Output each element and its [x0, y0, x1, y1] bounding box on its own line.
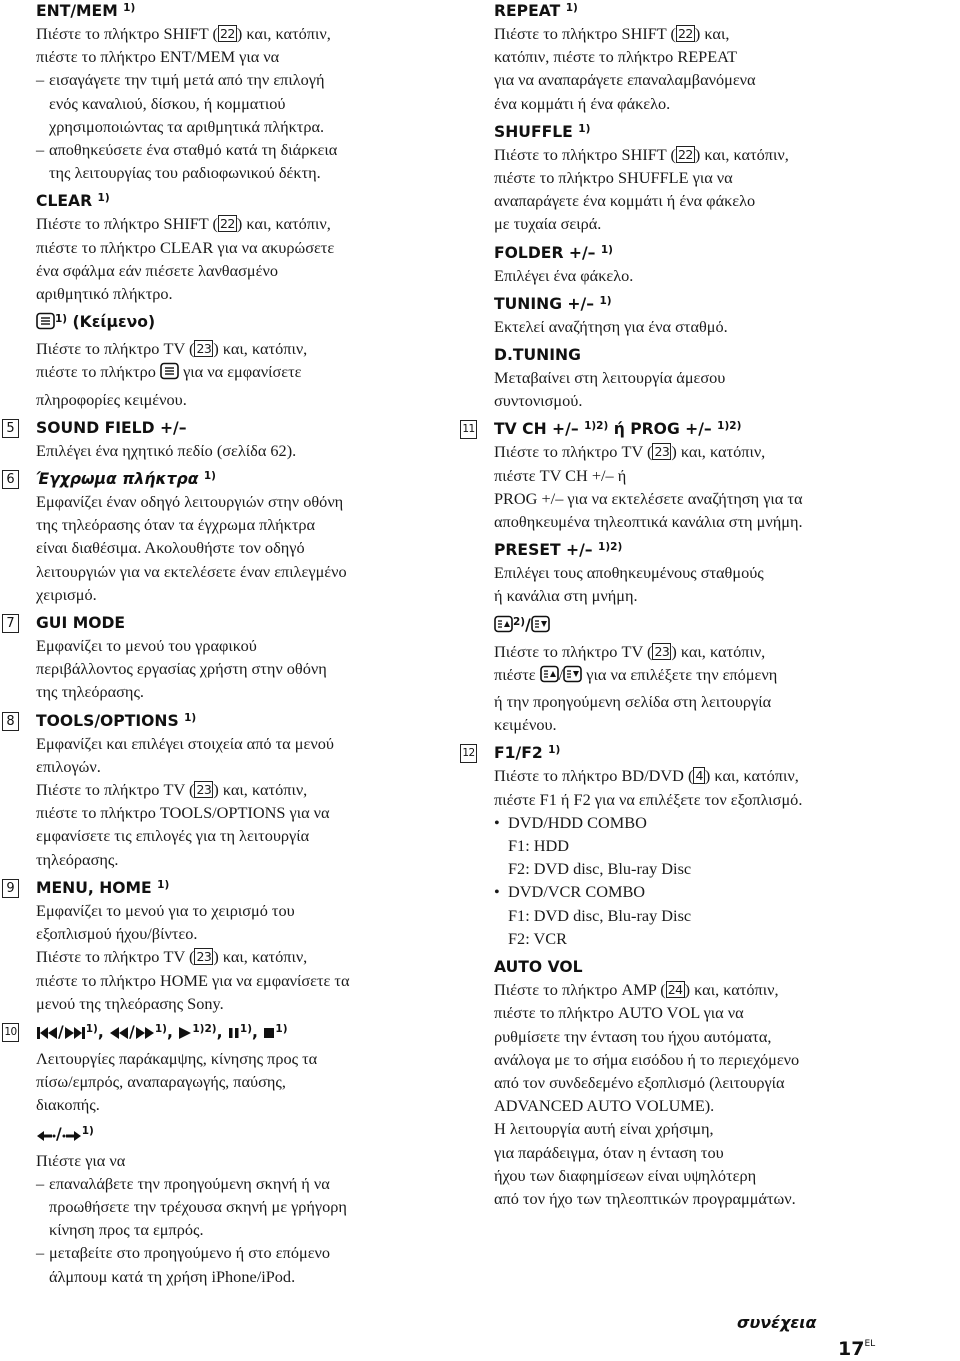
section-tuning [494, 293, 934, 338]
rich-line [494, 640, 934, 663]
text-line: F2: DVD disc, Blu-ray Disc [508, 859, 692, 879]
body-line: πληροφορίες κειμένου. [36, 389, 187, 409]
rich-line [36, 945, 456, 968]
text-line: επιλογών. [36, 756, 101, 776]
text-line: Η λειτουργία αυτή είναι χρήσιμη, [494, 1119, 714, 1139]
text-line: F1: DVD disc, Blu-ray Disc [508, 905, 692, 925]
language-code: EL [864, 1339, 876, 1349]
rich-line [36, 22, 456, 45]
section-heading: TOOLS/OPTIONS [36, 711, 179, 730]
text-line: ενός καναλιού, δίσκου, ή κομματιού [49, 93, 286, 113]
section-heading: F1/F2 [494, 744, 543, 763]
text-line: πιέστε το πλήκτρο TOOLS/OPTIONS για να [36, 803, 330, 823]
right-column [462, 0, 934, 1216]
text-line: χρησιμοποιώντας τα αριθμητικά πλήκτρα. [49, 116, 325, 136]
item-number-marker: 8 [2, 712, 19, 731]
text-line: πιέστε το πλήκτρο AUTO VOL για να [494, 1003, 744, 1023]
text-segment: Πιέστε το πλήκτρο SHIFT ( [36, 24, 218, 43]
section-menu-home [6, 877, 456, 1015]
text-line: πιέστε το πλήκτρο HOME για να εμφανίσετε τα [36, 970, 350, 990]
dash-item [36, 1172, 456, 1242]
body-text [494, 315, 934, 338]
text-line: ρυθμίσετε την ένταση του ήχου αυτόματα, [494, 1026, 772, 1046]
body-text [36, 439, 456, 462]
text-segment: Πιέστε το πλήκτρο SHIFT ( [36, 214, 218, 234]
text-line: αριθμητικό πλήκτρο. [36, 284, 173, 304]
text-segment: ) και, κατόπιν, [684, 980, 779, 1000]
section-heading: TV CH +/– [494, 420, 579, 439]
dash-item [36, 138, 456, 184]
item-number-marker: 9 [2, 879, 19, 898]
replay-advance-heading: / $^{1)}$ [36, 1123, 456, 1149]
key-number-box: 4 [695, 768, 703, 784]
separator: / [558, 664, 564, 684]
text-line: μενού της τηλεόρασης Sony. [36, 993, 224, 1013]
section-heading: GUI MODE [36, 614, 126, 633]
key-number-box: 23 [654, 444, 670, 460]
text-line: ένα σφάλμα εάν πιέσετε λανθασμένο [36, 260, 278, 280]
body-text [36, 490, 456, 606]
text-segment: ) και, κατόπιν, [213, 780, 308, 800]
body-text: πιέστε [494, 664, 536, 684]
section-tv-ch [462, 418, 934, 533]
page-number [838, 1333, 875, 1361]
text-segment: Πιέστε το πλήκτρο TV ( [36, 947, 195, 967]
bullet-body [508, 904, 934, 950]
text-segment: ) και, κατόπιν, [671, 641, 766, 661]
section-heading: AUTO VOL [494, 958, 583, 977]
footnote-ref: 1) [599, 294, 612, 307]
text-segment: ) και, κατόπιν, [671, 442, 766, 462]
rich-line [494, 978, 934, 1001]
section-heading: ENT/MEM [36, 2, 118, 20]
key-number-box: 24 [667, 982, 683, 998]
text-line: – μεταβείτε στο προηγούμενο ή στο επόμενο [49, 1243, 331, 1263]
dash-item [36, 1241, 456, 1287]
body-text [36, 634, 456, 704]
body-text [36, 732, 456, 778]
body-text [494, 561, 934, 607]
section-f1f2 [462, 742, 934, 950]
rich-line [494, 440, 934, 463]
text-line: κατόπιν, πιέστε το πλήκτρο REPEAT [494, 47, 738, 67]
pause-icon [228, 1025, 240, 1047]
text-line: ADVANCED AUTO VOLUME). [494, 1096, 715, 1116]
text-line: συντονισμού. [494, 391, 583, 411]
footnote-ref: 1)2) [598, 541, 623, 554]
text-segment: Πιέστε το πλήκτρο BD/DVD ( [494, 766, 694, 786]
text-segment: Πιέστε το πλήκτρο AMP ( [494, 980, 666, 1000]
text-segment: ) και, [694, 24, 730, 43]
teletext-icon [36, 312, 55, 337]
text-line: Εμφανίζει το μενού του γραφικού [36, 636, 257, 656]
text-line: εξοπλισμού ήχου/βίντεο. [36, 924, 198, 944]
text-segment: ) και, κατόπιν, [236, 214, 331, 234]
key-number-box: 22 [677, 146, 693, 162]
text-line: ή κανάλια στη μνήμη. [494, 586, 638, 606]
section-repeat [494, 0, 934, 115]
text-line: με τυχαία σειρά. [494, 214, 602, 234]
section-gui-mode [6, 612, 456, 704]
text-line: F2: VCR [508, 928, 567, 948]
text-line: για παράδειγμα, όταν η ένταση του [494, 1142, 724, 1162]
footnote-ref: 1) [184, 711, 197, 724]
text-line: Εμφανίζει έναν οδηγό λειτουργιών στην οθόνη [36, 492, 344, 512]
play-icon [178, 1025, 192, 1047]
section-heading: (Κείμενο) [72, 313, 156, 332]
text-line: ένα κομμάτι ή ένα φάκελο. [494, 93, 671, 113]
section-heading: Έγχρωμα πλήκτρα [36, 470, 199, 489]
footnote-ref: 2) [513, 615, 526, 628]
continued-label: συνέχεια [737, 1313, 817, 1332]
footnote-ref: 1) [275, 1022, 288, 1035]
body-text [494, 464, 934, 534]
text-line: προωθήσετε την τρέχουσα σκηνή με γρήγορη [49, 1196, 347, 1216]
fast-forward-icon [135, 1025, 155, 1047]
section-heading: MENU, HOME [36, 878, 152, 897]
teletext-page-down-icon [563, 665, 582, 690]
rich-line [36, 212, 456, 235]
text-line: πίσω/εμπρός, αναπαραγωγής, παύσης, [36, 1072, 286, 1092]
text-line: – εισαγάγετε την τιμή μετά από την επιλογή [49, 70, 325, 90]
bullet-title: • DVD/HDD COMBO [508, 812, 647, 832]
text-line: ήχου των διαφημίσεων είναι υψηλότερη [494, 1165, 757, 1185]
item-number-marker: 6 [2, 470, 19, 489]
section-folder [494, 242, 934, 287]
text-segment: Πιέστε το πλήκτρο TV ( [494, 442, 653, 462]
section-tools-options [6, 710, 456, 871]
text-segment: ) και, κατόπιν, [694, 144, 789, 164]
rich-line [494, 764, 934, 787]
text-line: χειρισμό. [36, 584, 97, 604]
section-text [36, 311, 456, 411]
body-text [494, 1001, 934, 1210]
text-segment: Πιέστε το πλήκτρο SHIFT ( [494, 144, 676, 164]
text-line: άλμπουμ κατά τη χρήση iPhone/iPod. [49, 1266, 296, 1286]
text-line: είναι διαθέσιμα. Ακολουθήστε τον οδηγό [36, 538, 305, 558]
teletext-page-up-icon [540, 665, 559, 690]
body-text [36, 969, 456, 1015]
text-segment: ) και, κατόπιν, [704, 766, 799, 786]
section-shuffle [494, 121, 934, 236]
footnote-ref: 1) [203, 470, 216, 483]
body-text [36, 899, 456, 945]
footnote-ref: 1) [81, 1124, 94, 1137]
footnote-ref: 1) [154, 1022, 167, 1035]
text-segment: Πιέστε το πλήκτρο TV ( [36, 780, 195, 800]
key-number-box: 23 [196, 341, 212, 357]
teletext-icon [160, 362, 179, 387]
text-line: τηλεόρασης. [36, 849, 119, 869]
footnote-ref: 1) [548, 744, 561, 757]
rich-line [36, 337, 456, 360]
footnote-ref: 1) [123, 2, 136, 14]
section-auto-vol [494, 956, 934, 1210]
section-heading: REPEAT [494, 2, 561, 20]
text-line: αποθηκευμένα τηλεοπτικά κανάλια στη μνήμη. [494, 512, 803, 532]
text-line: περιβάλλοντος εργασίας χρήστη στην οθόνη [36, 659, 327, 679]
text-line: της λειτουργίας του ραδιοφωνικού δέκτη. [49, 163, 321, 183]
text-line: – αποθηκεύσετε ένα σταθμό κατά τη διάρκεια [49, 140, 338, 160]
text-line: εμφανίσετε τις επιλογές για τη λειτουργία [36, 826, 310, 846]
text-line: αναπαράγετε ένα κομμάτι ή ένα φάκελο [494, 191, 756, 211]
body-text [494, 45, 934, 115]
dash-item [36, 68, 456, 138]
section-heading: PRESET +/– [494, 541, 593, 560]
text-line: ανάλογα με το σήμα εισόδου ή το περιεχόμενο [494, 1049, 800, 1069]
text-line: – επαναλάβετε την προηγούμενη σκηνή ή να [49, 1173, 330, 1193]
replay-icon [36, 1127, 56, 1149]
text-line: από τον συνδεδεμένο εξοπλισμό (λειτουργία [494, 1072, 785, 1092]
skip-next-icon [64, 1025, 86, 1047]
text-line: Εμφανίζει και επιλέγει στοιχεία από τα μενού [36, 733, 334, 753]
text-line: πιέστε TV CH +/– ή [494, 465, 627, 485]
skip-previous-icon [36, 1025, 58, 1047]
body-text: για να εμφανίσετε [183, 362, 302, 382]
body-line: πιέστε F1 ή F2 για να επιλέξετε τον εξοπλισμό. [494, 789, 803, 809]
text-line: από τον ήχο των τηλεοπτικών προγραμμάτων. [494, 1188, 796, 1208]
item-number-marker: 12 [460, 744, 477, 763]
footnote-ref: 1)2) [584, 420, 609, 433]
text-line: Επιλέγει ένα ηχητικό πεδίο (σελίδα 62). [36, 440, 297, 460]
bullet-item [494, 880, 934, 950]
item-number-marker: 7 [2, 614, 19, 633]
body-text [36, 236, 456, 306]
text-line: διακοπής. [36, 1095, 100, 1115]
key-number-box: 23 [196, 949, 212, 965]
bullet-body [508, 834, 934, 880]
footnote-ref: 1) [578, 122, 591, 135]
rich-line [494, 143, 934, 166]
body-text [494, 166, 934, 236]
text-line: ή την προηγούμενη σελίδα στη λειτουργία [494, 692, 772, 712]
rewind-icon [109, 1025, 129, 1047]
left-column [4, 0, 456, 1294]
section-preset [494, 539, 934, 607]
text-segment: ) και, κατόπιν, [213, 339, 308, 359]
section-clear [36, 190, 456, 305]
text-line: κίνηση προς τα εμπρός. [49, 1220, 204, 1240]
text-segment: Πιέστε το πλήκτρο TV ( [36, 339, 195, 359]
item-number-marker: 10 [2, 1023, 19, 1042]
footnote-ref: 1) [565, 2, 578, 14]
footnote-ref: 1)2) [192, 1022, 217, 1035]
body-text: πιέστε το πλήκτρο [36, 362, 156, 382]
footnote-ref: 1) [600, 243, 613, 256]
text-line: Επιλέγει ένα φάκελο. [494, 265, 634, 285]
text-line: PROG +/– για να εκτελέσετε αναζήτηση για τα [494, 488, 803, 508]
footnote-ref: 1) [55, 313, 68, 326]
section-heading: ή PROG +/– [613, 420, 712, 439]
text-line: Λειτουργίες παράκαμψης, κίνησης προς τα [36, 1048, 318, 1068]
text-segment: Πιέστε το πλήκτρο SHIFT ( [494, 24, 676, 43]
body-text [36, 1047, 456, 1117]
item-number-marker: 5 [2, 419, 19, 438]
rich-line [494, 22, 934, 45]
text-line: F1: HDD [508, 836, 570, 856]
text-line: της τηλεόρασης όταν τα έγχρωμα πλήκτρα [36, 515, 316, 535]
key-number-box: 23 [196, 782, 212, 798]
footnote-ref: 1) [85, 1022, 98, 1035]
body-text [494, 690, 934, 736]
teletext-page-up-icon [494, 615, 513, 640]
section-ent-mem [36, 0, 456, 184]
footnote-ref: 1)2) [717, 420, 742, 433]
teletext-page-down-icon [531, 615, 550, 640]
text-segment: Πιέστε το πλήκτρο TV ( [494, 641, 653, 661]
section-page-keys [494, 614, 934, 737]
section-dtuning [494, 344, 934, 412]
key-number-box: 22 [219, 216, 235, 232]
page-number-value: 17 [838, 1338, 865, 1360]
text-segment: ) και, κατόπιν, [213, 947, 308, 967]
rich-line [36, 778, 456, 801]
section-heading: SOUND FIELD +/– [36, 418, 187, 437]
text-line: Μεταβαίνει στη λειτουργία άμεσου [494, 368, 726, 388]
body-text [36, 801, 456, 871]
text-line: Επιλέγει τους αποθηκευμένους σταθμούς [494, 563, 764, 583]
bullet-item [494, 811, 934, 881]
text-line: για να αναπαράγετε επαναλαμβανόμενα [494, 70, 756, 90]
item-number-marker: 11 [460, 420, 477, 439]
key-number-box: 22 [677, 26, 693, 41]
text-line: Εκτελεί αναζήτηση για ένα σταθμό. [494, 316, 728, 336]
bullet-title: • DVD/VCR COMBO [508, 882, 646, 902]
body-line: Πιέστε για να [36, 1150, 126, 1170]
body-text: για να επιλέξετε την επόμενη [586, 664, 778, 684]
text-line: κειμένου. [494, 715, 557, 735]
advance-icon [62, 1127, 82, 1149]
stop-icon [263, 1025, 275, 1047]
separator: / [525, 615, 531, 634]
section-heading: TUNING +/– [494, 294, 594, 313]
transport-heading: / $^{1)}$, / $^{1)}$, $^{1)2)}$, $^{1)}$, $^{1)}$ [36, 1021, 456, 1047]
text-line: λειτουργιών για να εκτελέσετε έναν επιλεγμένο [36, 561, 347, 581]
body-text [494, 264, 934, 287]
section-heading: D.TUNING [494, 346, 581, 365]
section-heading: CLEAR [36, 192, 93, 211]
text-line: Εμφανίζει το μενού για το χειρισμό του [36, 900, 295, 920]
key-number-box: 22 [219, 26, 235, 41]
footnote-ref: 1) [239, 1022, 253, 1035]
section-sound-field [6, 417, 456, 462]
section-transport [4, 1021, 456, 1288]
text-line: πιέστε το πλήκτρο SHUFFLE για να [494, 168, 733, 188]
footnote-ref: 1) [97, 192, 110, 205]
text-segment: ) και, κατόπιν, [236, 24, 331, 43]
body-line: πιέστε το πλήκτρο ENT/MEM για να [36, 47, 280, 67]
section-heading: FOLDER +/– [494, 243, 596, 262]
section-heading: SHUFFLE [494, 122, 573, 141]
text-line: της τηλεόρασης. [36, 682, 144, 702]
text-line: πιέστε το πλήκτρο CLEAR για να ακυρώσετε [36, 237, 335, 257]
footnote-ref: 1) [157, 878, 170, 891]
body-text [494, 366, 934, 412]
section-color-buttons [6, 468, 456, 606]
key-number-box: 23 [654, 643, 670, 659]
